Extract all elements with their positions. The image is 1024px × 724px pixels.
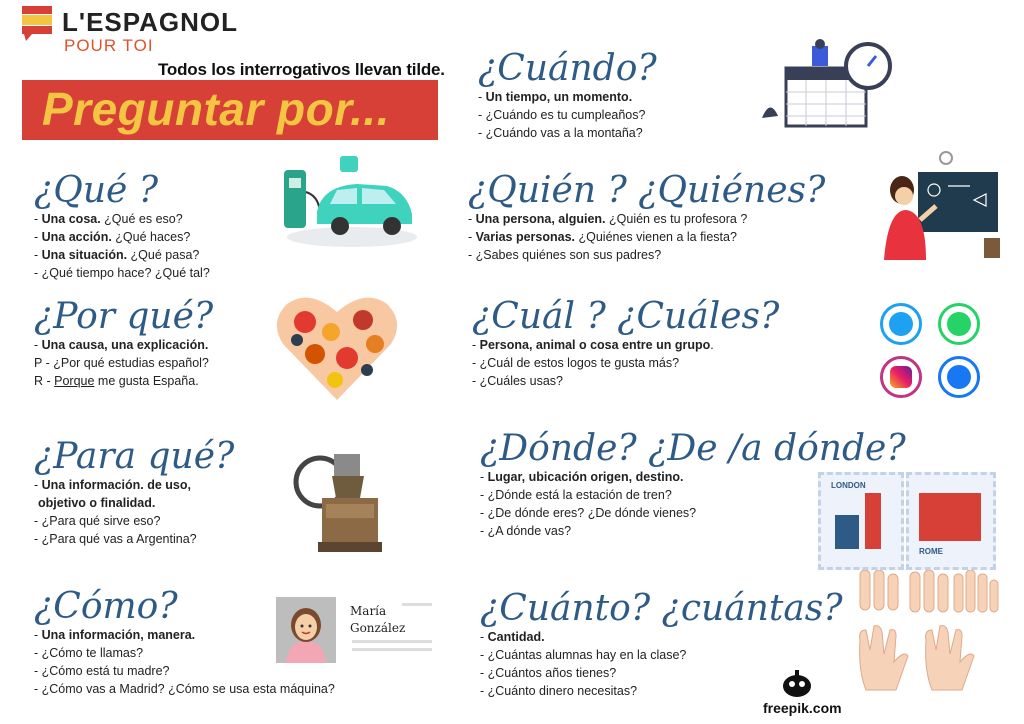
section-title: ¿Por qué? [34,296,214,337]
line: - ¿Cómo está tu madre? [34,664,170,678]
line: - ¿Para qué vas a Argentina? [34,532,197,546]
line: - ¿Cuánto dinero necesitas? [480,684,638,698]
section-title: ¿Cómo? [34,586,178,627]
freepik-credit: freepik.com [763,700,842,716]
teacher-icon [874,150,1004,265]
section-title: ¿Quién ? ¿Quiénes? [468,170,826,211]
card-line [352,640,432,643]
heart-spain-icon [275,292,400,404]
tilde-note: Todos los interrogativos llevan tilde. [158,60,445,79]
line: - ¿Cuántos años tienes? [480,666,617,680]
line: - Una información. de uso, [34,478,191,492]
instagram-icon [880,356,922,398]
brand-subtitle: POUR TOI [64,36,154,55]
line: - ¿Cuántas alumnas hay en la clase? [480,648,687,662]
line: - ¿Cómo vas a Madrid? ¿Cómo se usa esta máquina? [34,682,335,696]
section-title: ¿Qué ? [34,170,159,211]
section-title: ¿Cuál ? ¿Cuáles? [472,296,780,337]
line: - ¿Sabes quiénes son sus padres? [468,248,662,262]
line: - ¿A dónde vas? [480,524,572,538]
section-title: ¿Para qué? [34,436,235,477]
facebook-icon [938,356,980,398]
line: - Varias personas. ¿Quiénes vienen a la fiesta? [468,230,737,244]
line: - Una causa, una explicación. [34,338,209,352]
line: objetivo o finalidad. [38,496,156,510]
id-card-name: María González [350,604,406,635]
coffee-grinder-icon [292,440,392,560]
avatar [276,597,336,663]
line: R - Porque me gusta España. [34,374,199,388]
section-cuando [478,50,657,142]
twitter-icon [880,303,922,345]
line: P - ¿Por qué estudias español? [34,356,209,370]
section-title: ¿Cuánto? ¿cuántas? [480,588,843,629]
line: - ¿De dónde eres? ¿De dónde vienes? [480,506,697,520]
electric-car-icon [262,152,422,252]
line: - ¿Dónde está la estación de tren? [480,488,672,502]
card-line [352,648,432,651]
card-line [402,603,432,606]
title-banner [22,80,438,140]
line: - Un tiempo, un momento. [478,90,633,104]
hands-counting-icon [850,570,1000,700]
line: - ¿Cómo te llamas? [34,646,144,660]
line: - Cantidad. [480,630,545,644]
line: - Una acción. ¿Qué haces? [34,230,191,244]
line: - Una cosa. ¿Qué es eso? [34,212,183,226]
avatar-icon [276,597,336,663]
line: - ¿Para qué sirve eso? [34,514,161,528]
stamps-icon: LONDON [818,472,904,570]
section-que [34,172,210,282]
line: - Una situación. ¿Qué pasa? [34,248,200,262]
calendar-clock-icon [756,38,896,133]
line: - ¿Cuáles usas? [472,374,564,388]
freepik-icon [780,670,814,700]
brand-name: L'ESPAGNOL [62,7,239,37]
section-title: ¿Dónde? ¿De /a dónde? [480,428,906,469]
line: - ¿Cuándo vas a la montaña? [478,126,643,140]
section-quien [468,172,825,264]
line: - ¿Qué tiempo hace? ¿Qué tal? [34,266,210,280]
banner-title: Preguntar por... [42,83,390,135]
line: - ¿Cuándo es tu cumpleaños? [478,108,646,122]
line: - ¿Cuál de estos logos te gusta más? [472,356,680,370]
logo-flag-icon [22,6,52,42]
section-title: ¿Cuándo? [478,48,657,89]
line: - Persona, animal o cosa entre un grupo. [472,338,714,352]
line: - Lugar, ubicación origen, destino. [480,470,684,484]
section-cual [472,298,779,390]
section-porque [34,298,213,390]
whatsapp-icon [938,303,980,345]
section-paraque [34,438,234,548]
stamp-rome: ROME [906,472,996,570]
line: - Una persona, alguien. ¿Quién es tu profesora ? [468,212,748,226]
line: - Una información, manera. [34,628,196,642]
